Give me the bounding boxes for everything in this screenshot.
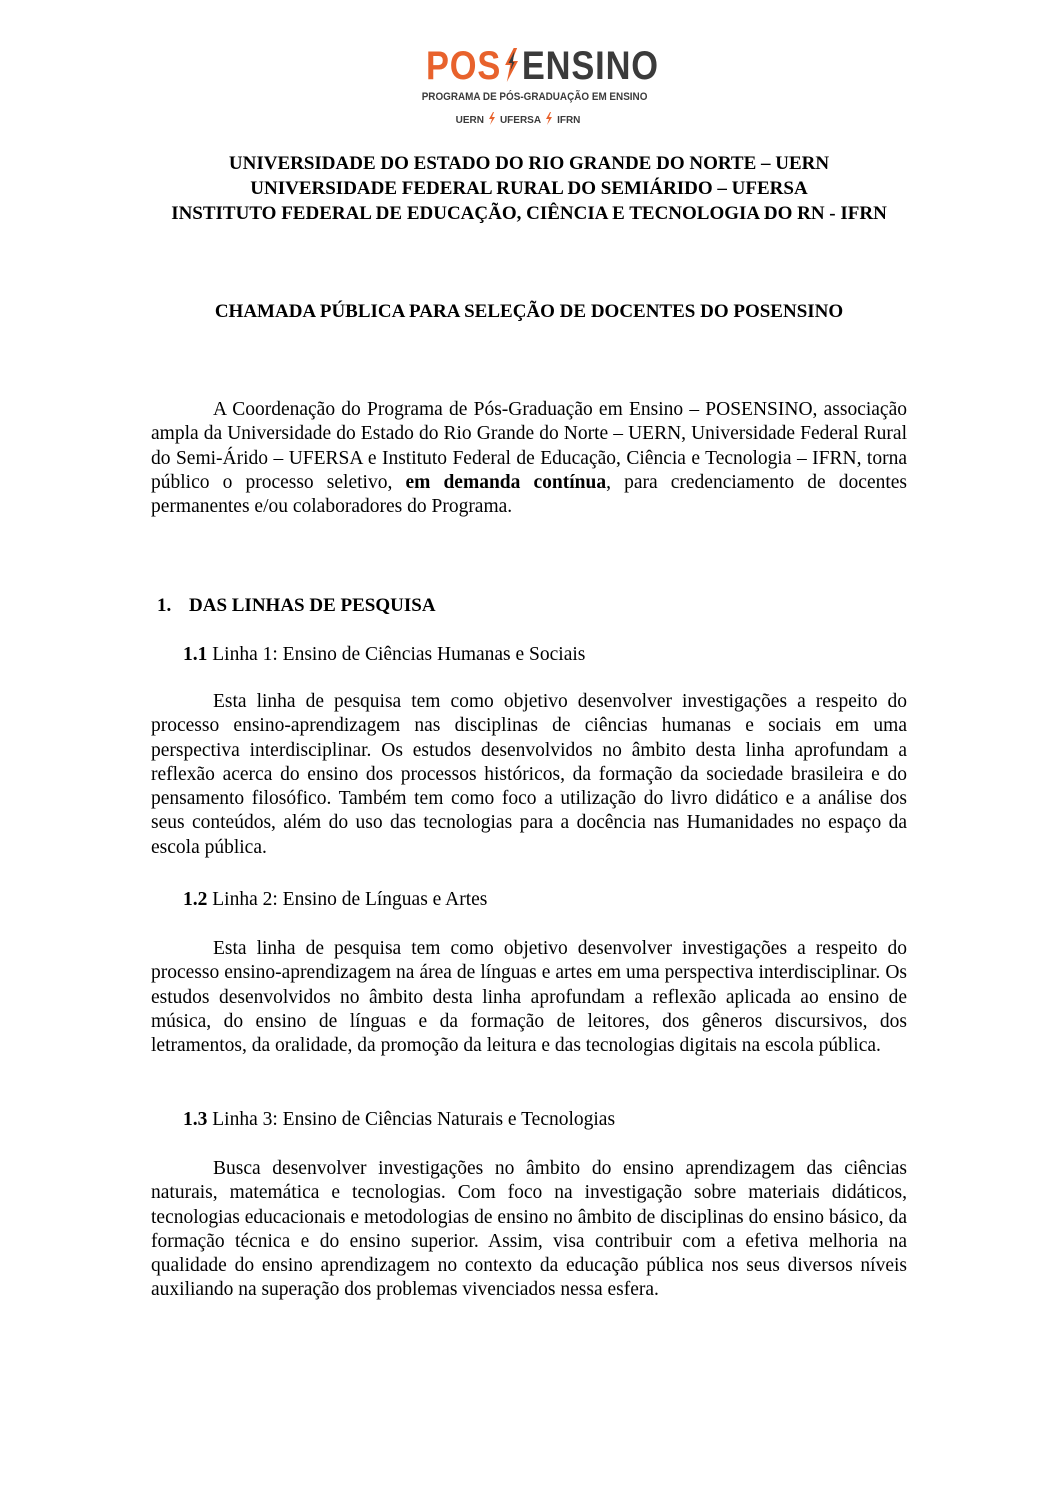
logo-word-left: POS [425, 44, 502, 88]
section-title: DAS LINHAS DE PESQUISA [189, 595, 436, 616]
line-2-paragraph: Esta linha de pesquisa tem como objetivo desenvolver investigações a respeito do processo ensino-aprendizagem na área de línguas e artes em uma perspectiva interdisciplinar. Os estudos desenvolvidos no âmbito desta linha aprofundam a reflexão aplicada ao ensino de música, do ensino de línguas e da formação de leitores, dos gêneros discursivos, dos letramentos, da oralidade, da promoção da leitura e das tecnologias digitais na escola pública. [151, 938, 907, 1057]
logo-wordmark [425, 44, 659, 88]
line-1-title: Linha 1: Ensino de Ciências Humanas e Sociais [212, 644, 586, 665]
section-heading [157, 594, 436, 618]
line-3-number: 1.3 [183, 1109, 208, 1130]
line-2-title: Linha 2: Ensino de Línguas e Artes [212, 889, 488, 910]
header-line-ifrn: INSTITUTO FEDERAL DE EDUCAÇÃO, CIÊNCIA E TECNOLOGIA DO RN - IFRN [171, 203, 887, 224]
intro-text-start: A Coordenação do Programa de Pós-Graduação em Ensino – POSENSINO, associação ampla da Universidade do Estado do Rio Grande do Norte – UERN, Universidade Federal Rural do Semi-Árido – UFERSA e Instituto Federal de Educação, Ciência e Tecnologia – IFRN, torna público o processo seletivo, [151, 399, 907, 493]
line-1-heading [183, 643, 585, 667]
line-3-heading [183, 1108, 615, 1132]
intro-text-end: , para credenciamento de docentes permanentes e/ou colaboradores do Programa. [151, 471, 908, 518]
line-3-paragraph: Busca desenvolver investigações no âmbito do ensino aprendizagem das ciências naturais, matemática e tecnologias. Com foco na investigação sobre materiais didáticos, tecnologias educacionais e metodologias de ensino no âmbito de disciplinas do ensino básico, da formação técnica e do ensino superior. Assim, visa contribuir com a efetiva melhoria na qualidade do ensino aprendizagem no contexto da educação pública nos seus diversos níveis auxiliando na superação dos problemas vivenciados nessa esfera. [151, 1158, 907, 1301]
logo-flame-icon [502, 47, 521, 83]
line-1-paragraph: Esta linha de pesquisa tem como objetivo desenvolver investigações a respeito do processo ensino-aprendizagem nas disciplinas de ciências humanas e sociais em uma perspectiva interdisciplinar. Os estudos desenvolvidos no âmbito desta linha aprofundam a reflexão acerca do ensino dos processos históricos, da formação da sociedade brasileira e do pensamento filosófico. Também tem como foco a utilização do livro didático e a análise dos seus conteúdos, além do uso das tecnologias para a docência nas Humanidades no espaço da escola pública. [151, 691, 907, 858]
section-number: 1. [157, 595, 172, 616]
intro-paragraph [151, 398, 907, 519]
logo-inst-uern: UERN [455, 115, 484, 126]
logo-inst-ufersa: UFERSA [499, 115, 542, 126]
logo-word-right: ENSINO [521, 44, 659, 88]
intro-bold-text: em demanda contínua [405, 471, 607, 493]
header-line-uern: UNIVERSIDADE DO ESTADO DO RIO GRANDE DO NORTE – UERN [228, 153, 830, 174]
line-3-title: Linha 3: Ensino de Ciências Naturais e Tecnologias [212, 1109, 616, 1130]
line-1-number: 1.1 [183, 644, 208, 665]
line-2-number: 1.2 [183, 889, 208, 910]
logo-separator-icon [545, 112, 553, 125]
logo-subtitle: PROGRAMA DE PÓS-GRADUAÇÃO EM ENSINO [421, 91, 648, 103]
header-line-ufersa: UNIVERSIDADE FEDERAL RURAL DO SEMIÁRIDO – UFERSA [250, 178, 808, 199]
posensino-logo [411, 44, 659, 134]
logo-institutions [411, 112, 625, 126]
line-2-heading [183, 888, 487, 912]
logo-separator-icon [488, 112, 496, 125]
logo-inst-ifrn: IFRN [557, 115, 581, 126]
document-title: CHAMADA PÚBLICA PARA SELEÇÃO DE DOCENTES DO POSENSINO [214, 301, 844, 322]
